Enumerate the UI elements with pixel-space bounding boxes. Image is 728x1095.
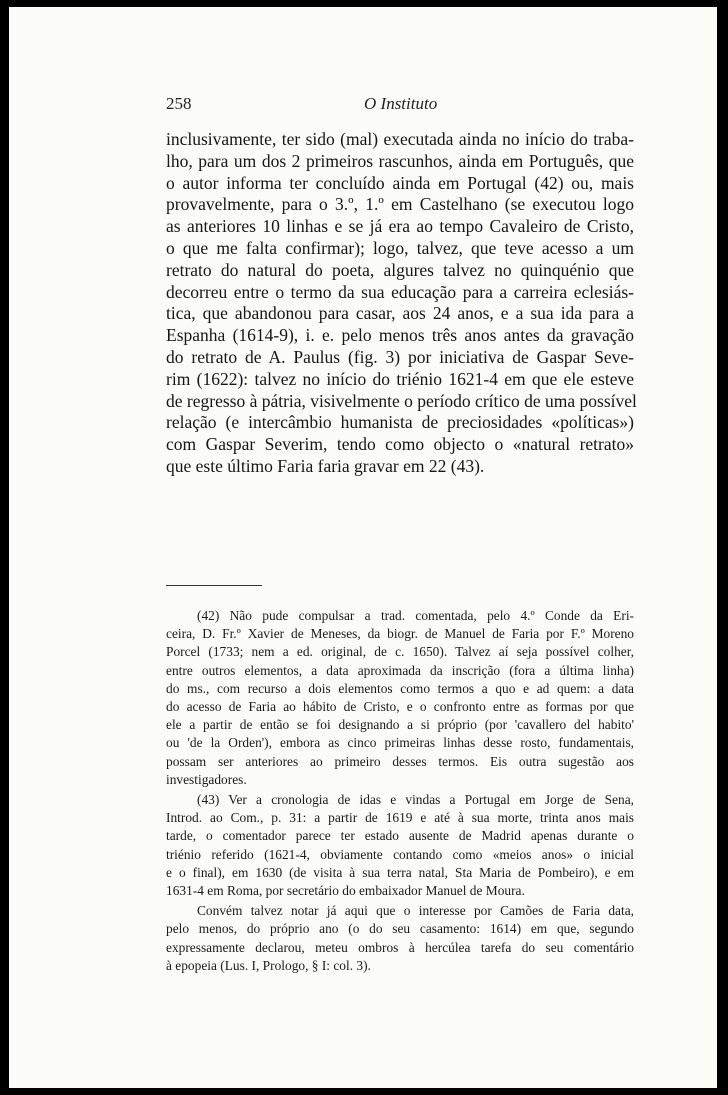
note-line: 1631-4 em Roma, por secretário do embaixador Manuel de Moura. <box>166 883 525 899</box>
text-line: lho, para um dos 2 primeiros rascunhos, ainda em Português, que <box>166 150 634 171</box>
text-line: tica, que abandonou para casar, aos 24 anos, e a sua ida para a <box>166 303 634 324</box>
note-line: e o final), em 1630 (de visita à sua terra natal, Sta Maria de Pombeiro), e em <box>166 864 634 880</box>
note-line: do ms., com recurso a dois elementos como termos a quo e ad quem: a data <box>166 680 634 696</box>
note-line: ou 'de la Orden'), embora as cinco primeiras linhas desse rosto, fundamentais, <box>166 735 634 751</box>
main-text <box>166 129 637 478</box>
note-line: expressamente declarou, meteu ombros à hercúlea tarefa do seu comentário <box>166 939 634 955</box>
text-line: provavelmente, para o 3.º, 1.º em Castelhano (se executou logo <box>166 194 634 215</box>
text-line: Espanha (1614-9), i. e. pelo menos três anos antes da gravação <box>166 325 634 346</box>
page-number: 258 <box>166 94 192 113</box>
note-line: Introd. ao Com., p. 31: a partir de 1619 e até à sua morte, trinta anos mais <box>166 810 634 826</box>
footnote-divider <box>166 585 262 586</box>
text-line: rim (1622): talvez no início do triénio 1621-4 em que ele esteve <box>166 368 634 389</box>
footnote-43-continuation <box>166 902 634 975</box>
footnotes <box>166 607 634 975</box>
note-line: Convém talvez notar já aqui que o interesse por Camões de Faria data, <box>197 903 634 919</box>
text-line: relação (e intercâmbio humanista de preciosidades «políticas») <box>166 412 634 433</box>
note-line: possam ser anteriores ao primeiro desses termos. Eis outra sugestão aos <box>166 753 634 769</box>
text-line: o que me falta confirmar); logo, talvez, que teve acesso a um <box>166 237 634 258</box>
text-line: que este último Faria faria gravar em 22 (43). <box>166 455 485 476</box>
text-line: retrato do natural do poeta, algures talvez no quinquénio que <box>166 259 634 280</box>
book-page <box>9 7 717 1088</box>
note-line: Porcel (1733; nem a ed. original, de c. 1650). Talvez aí seja possível colher, <box>166 644 634 660</box>
text-line: de regresso à pátria, visivelmente o período crítico de uma possível <box>166 390 637 411</box>
note-line: investigadores. <box>166 771 247 787</box>
note-line: entre outros elementos, a data aproximada da inscrição (fora a última linha) <box>166 662 634 678</box>
text-line: com Gaspar Severim, tendo como objecto o «natural retrato» <box>166 434 634 455</box>
note-line: ceira, D. Fr.º Xavier de Meneses, da biogr. de Manuel de Faria por F.º Moreno <box>166 626 634 642</box>
note-line: (42) Não pude compulsar a trad. comentada, pelo 4.º Conde da Eri- <box>197 608 634 623</box>
footnote-43 <box>166 791 634 900</box>
note-line: pelo menos, do próprio ano (o do seu casamento: 1614) em que, segundo <box>166 921 634 937</box>
note-line: tarde, o comentador parece ter estado ausente de Madrid apenas durante o <box>166 828 634 844</box>
text-line: inclusivamente, ter sido (mal) executada ainda no início do traba- <box>166 129 634 149</box>
text-line: decorreu entre o termo da sua educação para a carreira eclesiás- <box>166 281 634 302</box>
running-title: O Instituto <box>364 94 438 113</box>
text-line: as anteriores 10 linhas e se já era ao tempo Cavaleiro de Cristo, <box>166 216 634 237</box>
note-line: do acesso de Faria ao hábito de Cristo, e o confronto entre as formas por que <box>166 699 634 715</box>
text-line: do retrato de A. Paulus (fig. 3) por iniciativa de Gaspar Seve- <box>166 346 634 367</box>
note-line: triénio referido (1621-4, obviamente contando como «meios anos» o inicial <box>166 846 634 862</box>
text-line: o autor informa ter concluído ainda em Portugal (42) ou, mais <box>166 172 634 193</box>
footnote-42 <box>166 607 634 789</box>
note-line: (43) Ver a cronologia de idas e vindas a Portugal em Jorge de Sena, <box>197 792 634 808</box>
note-line: à epopeia (Lus. I, Prologo, § I: col. 3). <box>166 957 371 973</box>
note-line: ele a partir de então se foi designando a si próprio (por 'cavallero del habito' <box>166 717 634 733</box>
